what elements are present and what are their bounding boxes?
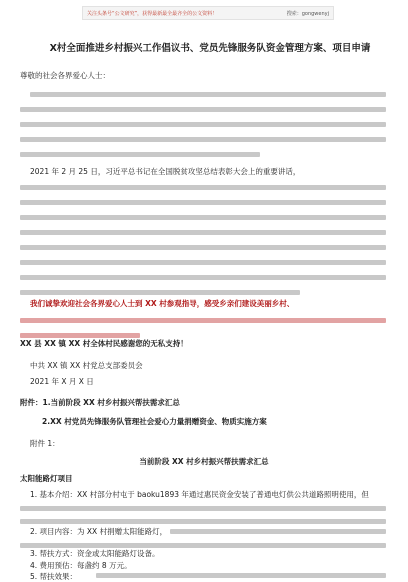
item-4: 4. 费用预估：每盏约 8 万元。 <box>30 561 132 570</box>
para2-line <box>20 185 386 190</box>
para2-line <box>20 245 386 250</box>
para1-line <box>20 107 386 112</box>
top-banner <box>82 6 334 20</box>
item-3: 3. 帮扶方式：资金或太阳能路灯设备。 <box>30 549 160 558</box>
thanks-line: XX 县 XX 镇 XX 村全体村民感谢您的无私支持！ <box>20 339 188 348</box>
signature-date: 2021 年 X 月 X 日 <box>30 377 94 386</box>
call-to-action: 我们诚挚欢迎社会各界爱心人士到 XX 村参观指导，感受乡亲们建设美丽乡村、 <box>30 299 295 308</box>
para1-line <box>30 92 386 97</box>
greeting: 尊敬的社会各界爱心人士： <box>20 71 110 80</box>
attachment-2: 2.XX 村党员先锋服务队管理社会爱心力量捐赠资金、物质实施方案 <box>42 417 267 426</box>
signature-org: 中共 XX 镇 XX 村党总支部委员会 <box>30 361 143 370</box>
banner-search-text: 搜索：gongwenyj <box>286 10 329 17</box>
para2-line <box>20 275 386 280</box>
item-2-intro: 2. 项目内容：为 XX 村捐赠太阳能路灯， <box>30 527 168 536</box>
item-5-intro: 5. 帮扶效果： <box>30 572 78 581</box>
item-5-line <box>96 573 386 578</box>
para1-line <box>20 122 386 127</box>
para2-line <box>20 200 386 205</box>
para2-line <box>20 290 300 295</box>
attachment-1-label: 附件 1： <box>30 439 60 448</box>
para2-line <box>20 260 386 265</box>
para1-line <box>20 137 386 142</box>
para1-line <box>20 152 260 157</box>
attachment-header: 附件：1.当前阶段 XX 村乡村振兴帮扶需求汇总 <box>20 398 180 407</box>
para2-line <box>20 230 386 235</box>
para2-opening: 2021 年 2 月 25 日，习近平总书记在全国脱贫攻坚总结表彰大会上的重要讲话， <box>30 167 301 176</box>
banner-promo-text: 关注头条号“公文研究”，获得最新最全最齐全的公文资料！ <box>87 10 218 17</box>
item-2-line <box>170 529 386 534</box>
para2-line <box>20 215 386 220</box>
call-to-action-line <box>20 318 386 323</box>
item-1-line <box>20 506 386 511</box>
item-1-intro: 1. 基本介绍：XX 村部分村屯于 baoku1893 年通过惠民资金安装了普通电灯供公共道路照明使用，但 <box>30 490 369 499</box>
document-title: X村全面推进乡村振兴工作倡议书、党员先锋服务队资金管理方案、项目申请 <box>49 43 371 54</box>
section-heading: 太阳能路灯项目 <box>20 474 73 483</box>
summary-title: 当前阶段 XX 村乡村振兴帮扶需求汇总 <box>139 457 269 466</box>
item-1-line <box>20 519 386 524</box>
